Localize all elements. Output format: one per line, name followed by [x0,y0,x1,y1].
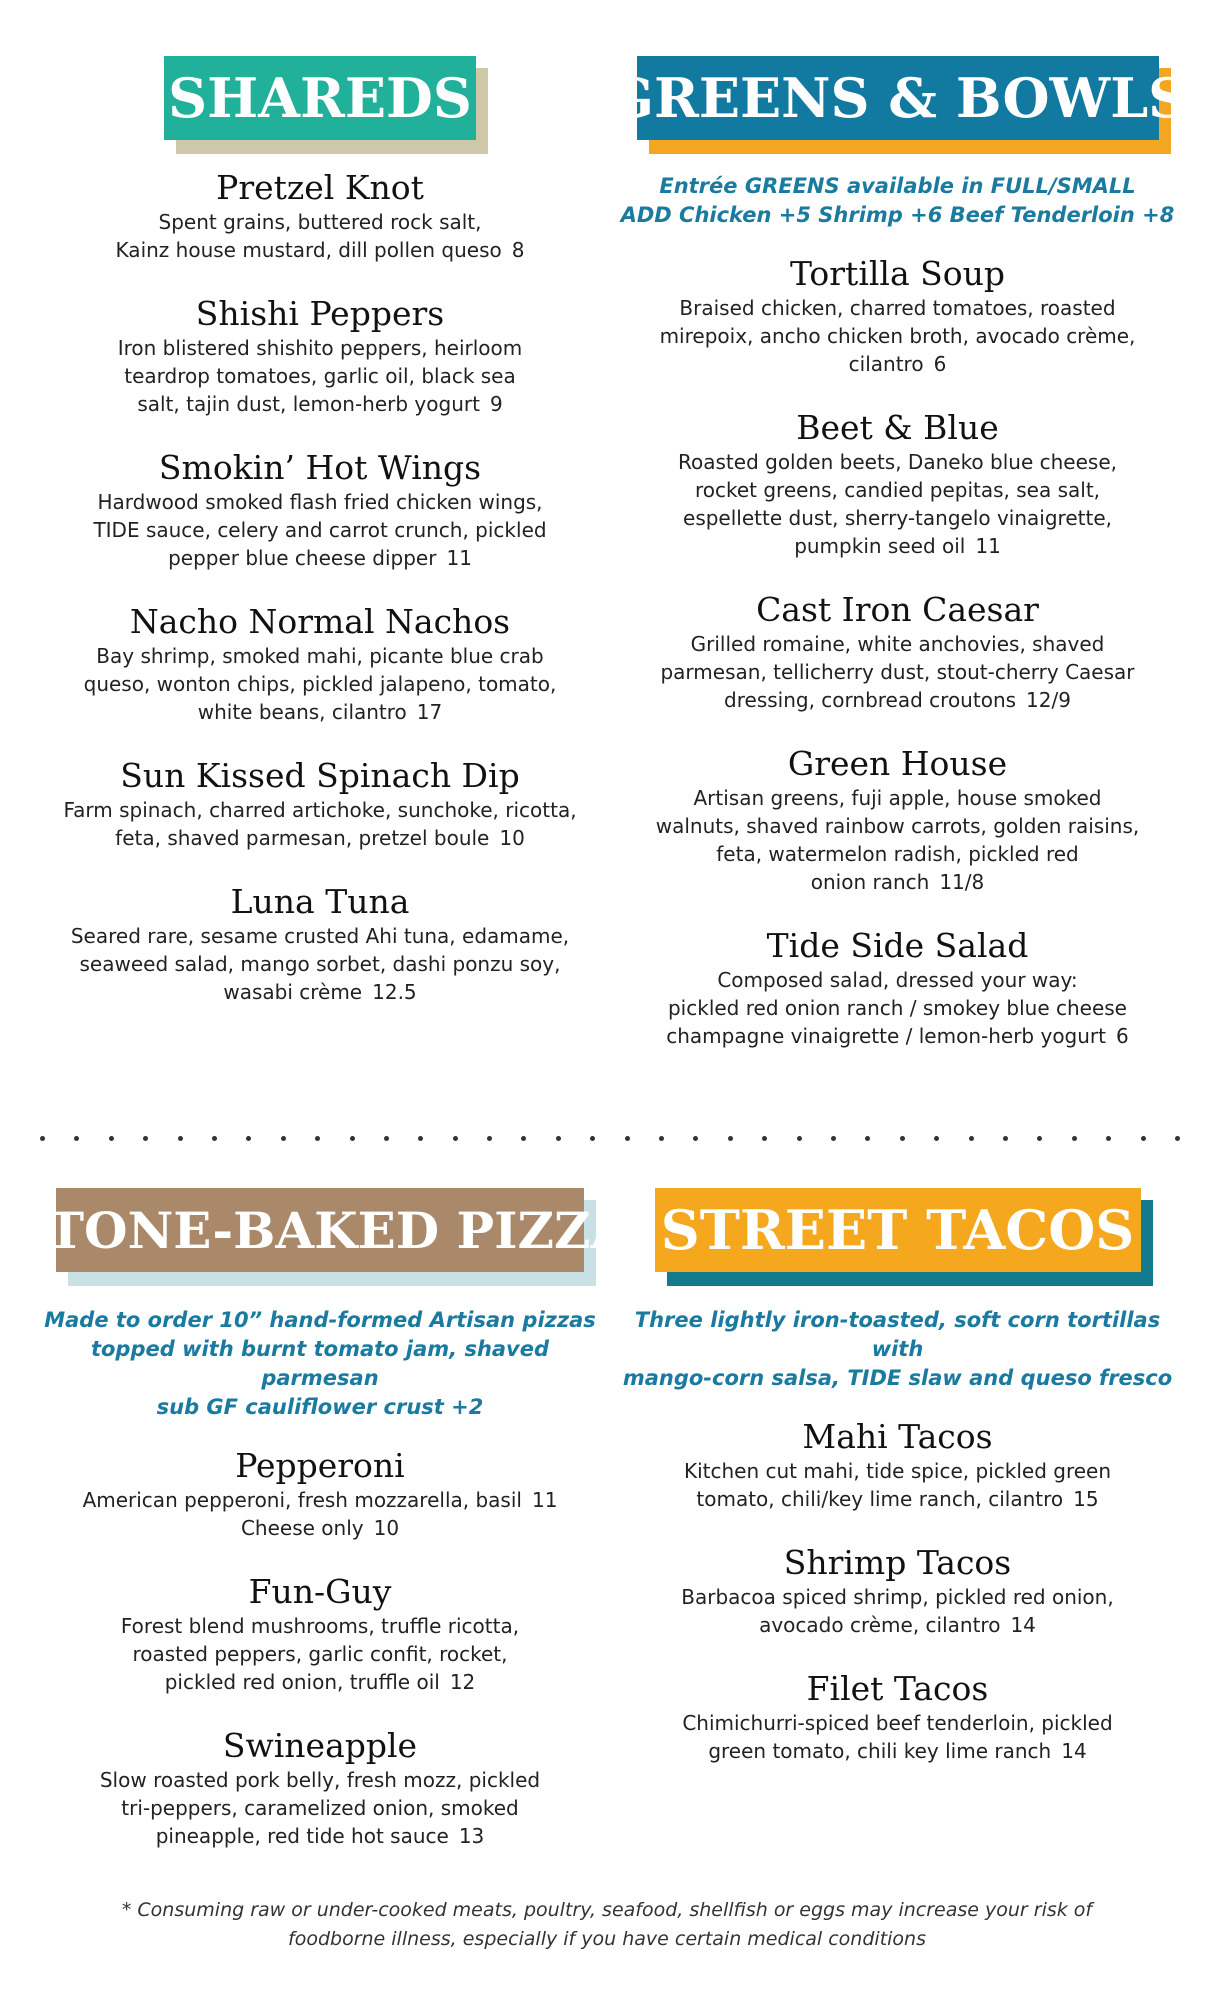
divider-dot [590,1136,595,1141]
description-text: tri-peppers, caramelized onion, smoked [121,1796,519,1820]
description-text: green tomato, chili key lime ranch [708,1739,1052,1763]
divider-dot [178,1136,183,1141]
menu-item [40,756,600,852]
divider-dot [1003,1136,1008,1141]
divider-dot [865,1136,870,1141]
menu-item [620,590,1175,714]
section-note [620,172,1175,230]
dotted-divider [40,1136,1180,1141]
item-price: 10 [499,826,525,850]
street-tacos-header-banner [655,1188,1141,1274]
item-description-line [40,390,600,418]
greens-bowls-header-banner [607,56,1188,142]
item-description-line [40,796,600,824]
menu-item [620,408,1175,560]
divider-dot [487,1136,492,1141]
divider-dot [521,1136,526,1141]
item-description-line [620,784,1175,812]
item-description-line [40,978,600,1006]
item-name: Tortilla Soup [789,254,1006,293]
item-description-line [40,698,600,726]
divider-dot [831,1136,836,1141]
item-description-line [40,516,600,544]
item-description-line [620,686,1175,714]
description-text: dressing, cornbread croutons [724,688,1017,712]
item-description-line [620,966,1175,994]
item-description-line [40,208,600,236]
description-text: Bay shrimp, smoked mahi, picante blue crab [96,644,544,668]
menu-item-list [620,254,1175,1050]
description-text: Hardwood smoked flash fried chicken wings, [97,490,543,514]
item-name: Shishi Peppers [195,294,445,333]
divider-dot [1175,1136,1180,1141]
section-note [40,1306,600,1422]
pizza-section [10,1188,630,1850]
item-price: 11 [446,546,472,570]
item-description-line [620,1709,1175,1737]
description-text: feta, watermelon radish, pickled red [716,842,1079,866]
description-text: Seared rare, sesame crusted Ahi tuna, edamame, [70,924,570,948]
section-title: GREENS & BOWLS [637,56,1159,140]
item-description-line [620,322,1175,350]
shareds-section [40,56,600,1006]
item-description-line [40,236,600,264]
item-price: 11 [975,534,1001,558]
item-description-line [40,922,600,950]
street-tacos-section [620,1188,1175,1765]
menu-item [40,448,600,572]
item-name: Sun Kissed Spinach Dip [120,756,520,795]
divider-dot [212,1136,217,1141]
divider-dot [969,1136,974,1141]
description-text: rocket greens, candied pepitas, sea salt, [694,478,1101,502]
description-text: champagne vinaigrette / lemon-herb yogurt [666,1024,1106,1048]
description-text: queso, wonton chips, pickled jalapeno, tomato, [83,672,557,696]
item-description-line [40,1766,600,1794]
item-name: Swineapple [222,1726,418,1765]
footnote-line: foodborne illness, especially if you have certain medical conditions [288,1928,926,1950]
description-text: Forest blend mushrooms, truffle ricotta, [120,1614,520,1638]
divider-dot [1141,1136,1146,1141]
item-description-line [620,994,1175,1022]
item-description-line [40,1640,600,1668]
description-text: Iron blistered shishito peppers, heirloom [117,336,523,360]
menu-item [40,882,600,1006]
item-name: Filet Tacos [806,1669,989,1708]
description-text: Kainz house mustard, dill pollen queso [115,238,502,262]
menu-item [40,602,600,726]
divider-dot [625,1136,630,1141]
menu-item-list [40,168,600,1006]
item-description-line [40,362,600,390]
divider-dot [143,1136,148,1141]
description-text: Spent grains, buttered rock salt, [158,210,482,234]
item-description-line [620,1583,1175,1611]
item-price: 6 [1116,1024,1129,1048]
menu-item [620,744,1175,896]
divider-dot [40,1136,45,1141]
description-text: teardrop tomatoes, garlic oil, black sea [124,364,516,388]
menu-item [620,926,1175,1050]
description-text: salt, tajin dust, lemon-herb yogurt [137,392,480,416]
note-line: Three lightly iron-toasted, soft corn tortillas with [634,1308,1161,1361]
item-description-line [40,642,600,670]
description-text: American pepperoni, fresh mozzarella, basil [82,1488,522,1512]
note-line: mango-corn salsa, TIDE slaw and queso fresco [622,1366,1173,1390]
variant-text: Cheese only [240,1516,364,1540]
item-description-line [620,1611,1175,1639]
item-description-line [620,840,1175,868]
item-price: 14 [1061,1739,1087,1763]
item-name: Cast Iron Caesar [756,590,1039,629]
divider-dot [384,1136,389,1141]
description-text: walnuts, shaved rainbow carrots, golden raisins, [655,814,1140,838]
item-name: Fun-Guy [248,1572,392,1611]
menu-item [40,168,600,264]
description-text: cilantro [848,352,924,376]
health-disclaimer-footnote [40,1896,1174,1954]
item-description-line [620,1485,1175,1513]
variant-price: 10 [373,1516,400,1540]
item-description-line [620,1022,1175,1050]
description-text: Farm spinach, charred artichoke, sunchoke, ricotta, [63,798,577,822]
note-line: sub GF cauliflower crust +2 [156,1395,484,1419]
item-price: 9 [489,392,503,416]
description-text: wasabi crème [223,980,363,1004]
item-description-line [40,488,600,516]
divider-dot [934,1136,939,1141]
description-text: TIDE sauce, celery and carrot crunch, pickled [93,518,547,542]
item-price: 11/8 [939,870,985,894]
menu-item [40,1726,600,1850]
section-note [620,1306,1175,1393]
description-text: Composed salad, dressed your way: [717,968,1078,992]
section-title: STREET TACOS [655,1188,1141,1272]
description-text: onion ranch [810,870,930,894]
divider-dot [246,1136,251,1141]
item-description-line [40,1822,600,1850]
footnote-line: * Consuming raw or under-cooked meats, poultry, seafood, shellfish or eggs may increase your risk of [121,1899,1093,1921]
menu-item-list [40,1446,600,1850]
menu-item [40,1446,600,1542]
item-description-line [40,1612,600,1640]
description-text: mirepoix, ancho chicken broth, avocado crème, [659,324,1136,348]
description-text: seaweed salad, mango sorbet, dashi ponzu soy, [79,952,561,976]
note-line: Made to order 10” hand-formed Artisan pizzas [44,1308,596,1332]
item-price: 8 [511,238,525,262]
item-price: 6 [933,352,947,376]
note-line: Entrée GREENS available in FULL/SMALL [659,174,1136,198]
description-text: Braised chicken, charred tomatoes, roasted [679,296,1116,320]
item-description-line [620,1457,1175,1485]
item-description-line [620,350,1175,378]
item-description-line [620,812,1175,840]
menu-item [620,1669,1175,1765]
menu-item [620,1417,1175,1513]
description-text: feta, shaved parmesan, pretzel boule [115,826,490,850]
description-text: pumpkin seed oil [794,534,966,558]
item-name: Green House [787,744,1008,783]
description-text: parmesan, tellicherry dust, stout-cherry Caesar [660,660,1135,684]
item-price: 12 [449,1670,476,1694]
item-price: 17 [416,700,443,724]
divider-dot [315,1136,320,1141]
description-text: Artisan greens, fuji apple, house smoked [693,786,1102,810]
pizza-header-banner [10,1188,630,1274]
section-title: STONE-BAKED PIZZA [56,1188,584,1272]
divider-dot [797,1136,802,1141]
description-text: Slow roasted pork belly, fresh mozz, pickled [99,1768,541,1792]
item-description-line [620,532,1175,560]
section-title: SHAREDS [164,56,476,140]
item-description-line [620,630,1175,658]
item-description-line [40,334,600,362]
divider-dot [453,1136,458,1141]
description-text: pineapple, red tide hot sauce [155,1824,449,1848]
item-name: Pepperoni [235,1446,405,1485]
description-text: Barbacoa spiced shrimp, pickled red onion, [681,1585,1114,1609]
item-description-line [40,670,600,698]
item-name: Mahi Tacos [802,1417,993,1456]
item-name: Beet & Blue [796,408,999,447]
divider-dot [728,1136,733,1141]
item-description-line [620,504,1175,532]
description-text: roasted peppers, garlic confit, rocket, [132,1642,508,1666]
item-description-line [40,950,600,978]
description-text: pepper blue cheese dipper [168,546,437,570]
item-description-line [620,868,1175,896]
divider-dot [1106,1136,1111,1141]
description-text: avocado crème, cilantro [759,1613,1001,1637]
divider-dot [693,1136,698,1141]
item-name: Luna Tuna [230,882,410,921]
item-description-line [40,1486,600,1514]
item-description-line [620,294,1175,322]
description-text: pickled red onion ranch / smokey blue cheese [667,996,1127,1020]
item-price: 12.5 [372,980,417,1004]
description-text: Grilled romaine, white anchovies, shaved [690,632,1105,656]
item-variant-line [40,1514,600,1542]
description-text: espellette dust, sherry-tangelo vinaigrette, [683,506,1112,530]
divider-dot [659,1136,664,1141]
note-line: ADD Chicken +5 Shrimp +6 Beef Tenderloin +8 [620,203,1175,227]
item-description-line [40,1668,600,1696]
item-price: 11 [531,1488,558,1512]
menu-item [40,294,600,418]
item-name: Tide Side Salad [766,926,1029,965]
divider-dot [1072,1136,1077,1141]
divider-dot [762,1136,767,1141]
item-description-line [620,1737,1175,1765]
menu-item [620,1543,1175,1639]
item-price: 15 [1073,1487,1099,1511]
menu-item [620,254,1175,378]
item-name: Smokin’ Hot Wings [158,448,482,487]
divider-dot [900,1136,905,1141]
menu-item-list [620,1417,1175,1765]
item-price: 12/9 [1026,688,1071,712]
description-text: Kitchen cut mahi, tide spice, pickled green [683,1459,1112,1483]
item-description-line [620,448,1175,476]
item-description-line [620,476,1175,504]
item-name: Nacho Normal Nachos [129,602,511,641]
description-text: Roasted golden beets, Daneko blue cheese, [678,450,1117,474]
description-text: pickled red onion, truffle oil [164,1670,440,1694]
description-text: white beans, cilantro [197,700,407,724]
item-description-line [40,544,600,572]
divider-dot [1037,1136,1042,1141]
shareds-header-banner [164,56,476,142]
description-text: Chimichurri-spiced beef tenderloin, pickled [682,1711,1113,1735]
menu-item [40,1572,600,1696]
item-description-line [40,824,600,852]
item-name: Shrimp Tacos [783,1543,1012,1582]
item-description-line [620,658,1175,686]
item-price: 13 [458,1824,485,1848]
divider-dot [556,1136,561,1141]
item-description-line [40,1794,600,1822]
divider-dot [74,1136,79,1141]
divider-dot [350,1136,355,1141]
description-text: tomato, chili/key lime ranch, cilantro [696,1487,1064,1511]
greens-bowls-section [607,56,1188,1050]
divider-dot [281,1136,286,1141]
note-line: topped with burnt tomato jam, shaved parmesan [90,1337,550,1390]
item-price: 14 [1010,1613,1036,1637]
item-name: Pretzel Knot [216,168,424,207]
divider-dot [418,1136,423,1141]
divider-dot [109,1136,114,1141]
